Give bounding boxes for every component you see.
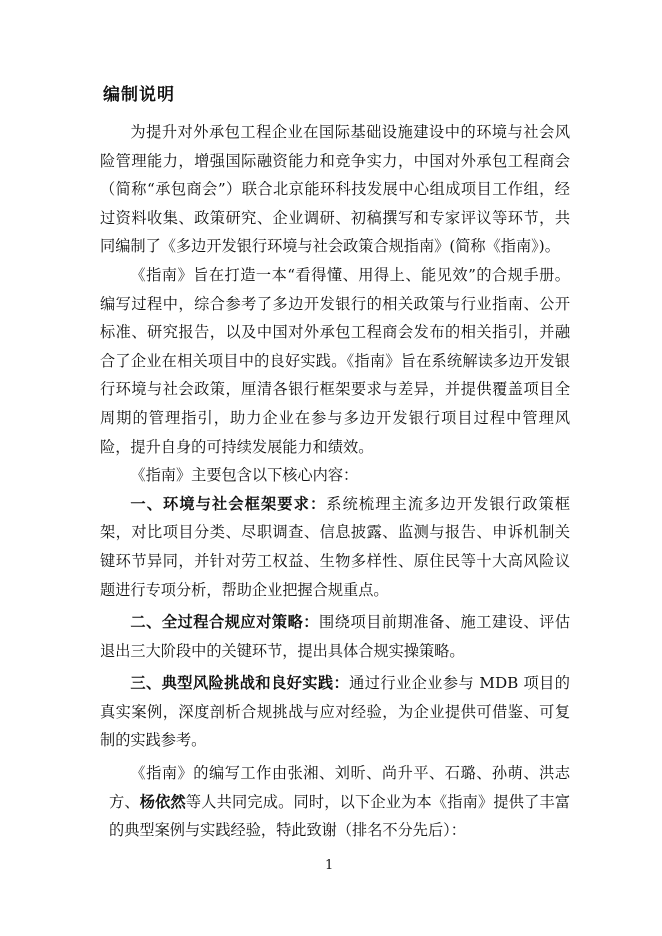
acknowledgement-highlighted-name: 杨依然 xyxy=(139,792,186,811)
list-item-practice xyxy=(100,669,570,755)
acknowledgement-text-start: 《指南》的编写工作由张湘、刘昕、尚升平、石璐、孙萌、洪志方、 xyxy=(109,764,570,811)
paragraph-intro: 为提升对外承包工程企业在国际基础设施建设中的环境与社会风险管理能力，增强国际融资能力和竞争实力，中国对外承包工程商会（简称“承包商会”）联合北京能环科技发展中心组成项目工作组，经过资料收集、政策研究、企业调研、初稿撰写和专家评议等环节，共同编制了《多边开发银行环境与社会政策合规指南》(简称《指南》)。 xyxy=(100,123,570,256)
paragraph-purpose: 《指南》旨在打造一本“看得懂、用得上、能见效”的合规手册。编写过程中，综合参考了多边开发银行的相关政策与行业指南、公开标准、研究报告，以及中国对外承包工程商会发布的相关指引，并融合了企业在相关项目中的良好实践。《指南》旨在系统解读多边开发银行环境与社会政策，厘清各银行框架要求与差异，并提供覆盖项目全周期的管理指引，助力企业在参与多边开发银行项目过程中管理风险，提升自身的可持续发展能力和绩效。 xyxy=(100,265,570,456)
paragraph-acknowledgement xyxy=(100,759,570,845)
list-item-framework-heading: 一、环境与社会框架要求： xyxy=(130,494,327,513)
list-item-practice-heading: 三、典型风险挑战和良好实践： xyxy=(130,674,350,693)
page-title: 编制说明 xyxy=(103,85,175,105)
acknowledgement-text-end: 等人共同完成。同时，以下企业为本《指南》提供了丰富的典型案例与实践经验，特此致谢（排名不分先后）： xyxy=(109,792,571,840)
list-item-strategy-heading: 二、全过程合规应对策略： xyxy=(130,613,320,632)
page-number: 1 xyxy=(325,858,334,873)
document-body xyxy=(100,118,570,845)
list-item-practice-text: 通过行业企业参与 MDB 项目的真实案例，深度剖析合规挑战与应对经验，为企业提供可借鉴、可复制的实践参考。 xyxy=(100,674,570,750)
list-item-framework xyxy=(100,490,570,604)
list-item-strategy-text: 围绕项目前期准备、施工建设、评估退出三大阶段中的关键环节，提出具体合规实操策略。 xyxy=(100,613,571,660)
paragraph-contents-intro: 《指南》主要包含以下核心内容： xyxy=(130,466,359,485)
list-item-framework-text: 系统梳理主流多边开发银行政策框架，对比项目分类、尽职调查、信息披露、监测与报告、申诉机制关键环节异同，并针对劳工权益、生物多样性、原住民等十大高风险议题进行专项分析，帮助企业把握合规重点。 xyxy=(100,494,571,599)
list-item-strategy xyxy=(100,608,570,665)
